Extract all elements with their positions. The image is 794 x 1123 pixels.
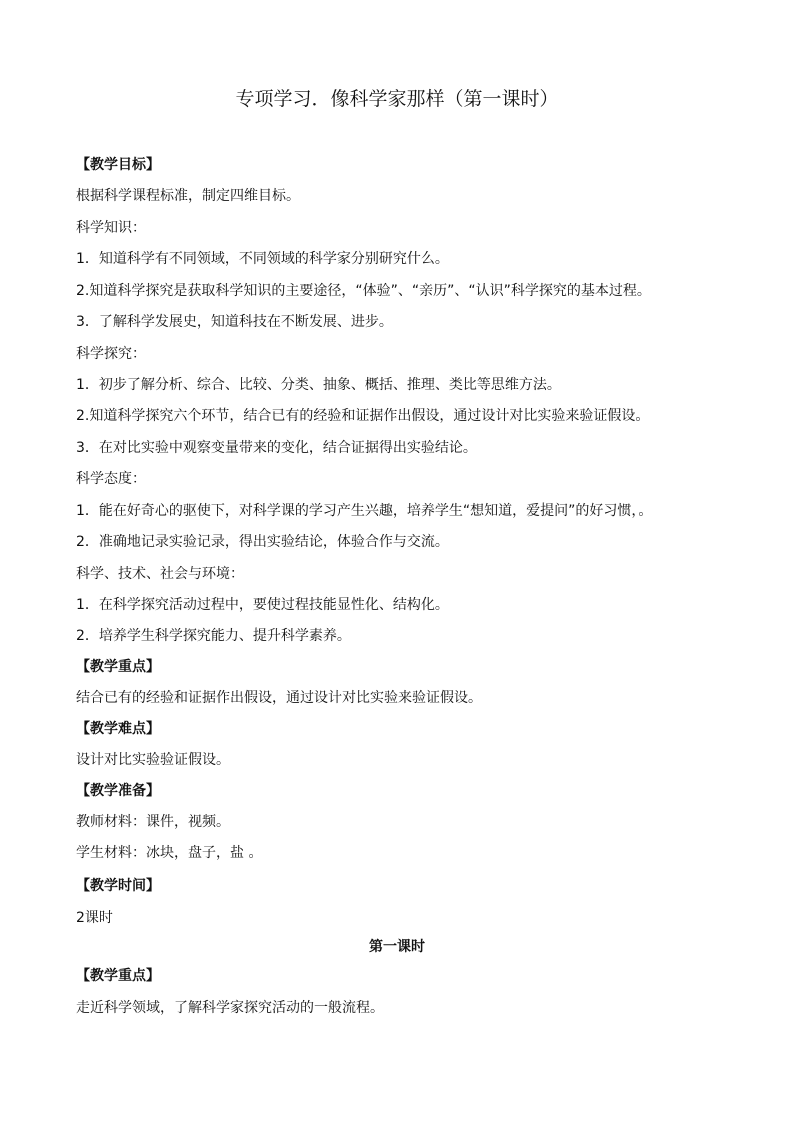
section-heading-preparation: 【教学准备】: [76, 783, 160, 799]
paragraph: 学生材料：冰块，盘子，盐 。: [76, 845, 263, 861]
section-heading-time: 【教学时间】: [76, 878, 160, 894]
list-item: 2.知道科学探究六个环节，结合已有的经验和证据作出假设，通过设计对比实验来验证假设。: [76, 408, 650, 424]
subheading-knowledge: 科学知识：: [76, 220, 146, 236]
paragraph: 教师材料：课件，视频。: [76, 814, 230, 830]
paragraph: 根据科学课程标准，制定四维目标。: [76, 188, 300, 204]
subheading-stse: 科学、技术、社会与环境：: [76, 566, 244, 582]
paragraph: 2课时: [76, 910, 113, 926]
section-heading-difficulties: 【教学难点】: [76, 721, 160, 737]
list-item: 1．初步了解分析、综合、比较、分类、抽象、概括、推理、类比等思维方法。: [76, 377, 561, 393]
lesson-heading: 第一课时: [369, 939, 425, 955]
list-item: 3．了解科学发展史，知道科技在不断发展、进步。: [76, 314, 393, 330]
section-heading-objectives: 【教学目标】: [76, 157, 160, 173]
section-heading-key-points: 【教学重点】: [76, 968, 160, 984]
list-item: 1．能在好奇心的驱使下，对科学课的学习产生兴趣，培养学生“想知道，爱提问”的好习惯，。: [76, 503, 653, 519]
list-item: 3．在对比实验中观察变量带来的变化，结合证据得出实验结论。: [76, 440, 477, 456]
paragraph: 设计对比实验验证假设。: [76, 752, 230, 768]
list-item: 1．在科学探究活动过程中，要使过程技能显性化、结构化。: [76, 597, 449, 613]
list-item: 2．准确地记录实验记录，得出实验结论，体验合作与交流。: [76, 534, 449, 550]
section-heading-key-points: 【教学重点】: [76, 659, 160, 675]
subheading-attitude: 科学态度：: [76, 471, 146, 487]
list-item: 2．培养学生科学探究能力、提升科学素养。: [76, 628, 351, 644]
subheading-inquiry: 科学探究：: [76, 346, 146, 362]
list-item: 1．知道科学有不同领域，不同领域的科学家分别研究什么。: [76, 251, 449, 267]
paragraph: 走近科学领域，了解科学家探究活动的一般流程。: [76, 1000, 384, 1016]
list-item: 2.知道科学探究是获取科学知识的主要途径，“体验”、“亲历”、“认识”科学探究的基本过程。: [76, 283, 651, 299]
paragraph: 结合已有的经验和证据作出假设，通过设计对比实验来验证假设。: [76, 690, 482, 706]
document-title: 专项学习．像科学家那样（第一课时）: [235, 88, 559, 110]
